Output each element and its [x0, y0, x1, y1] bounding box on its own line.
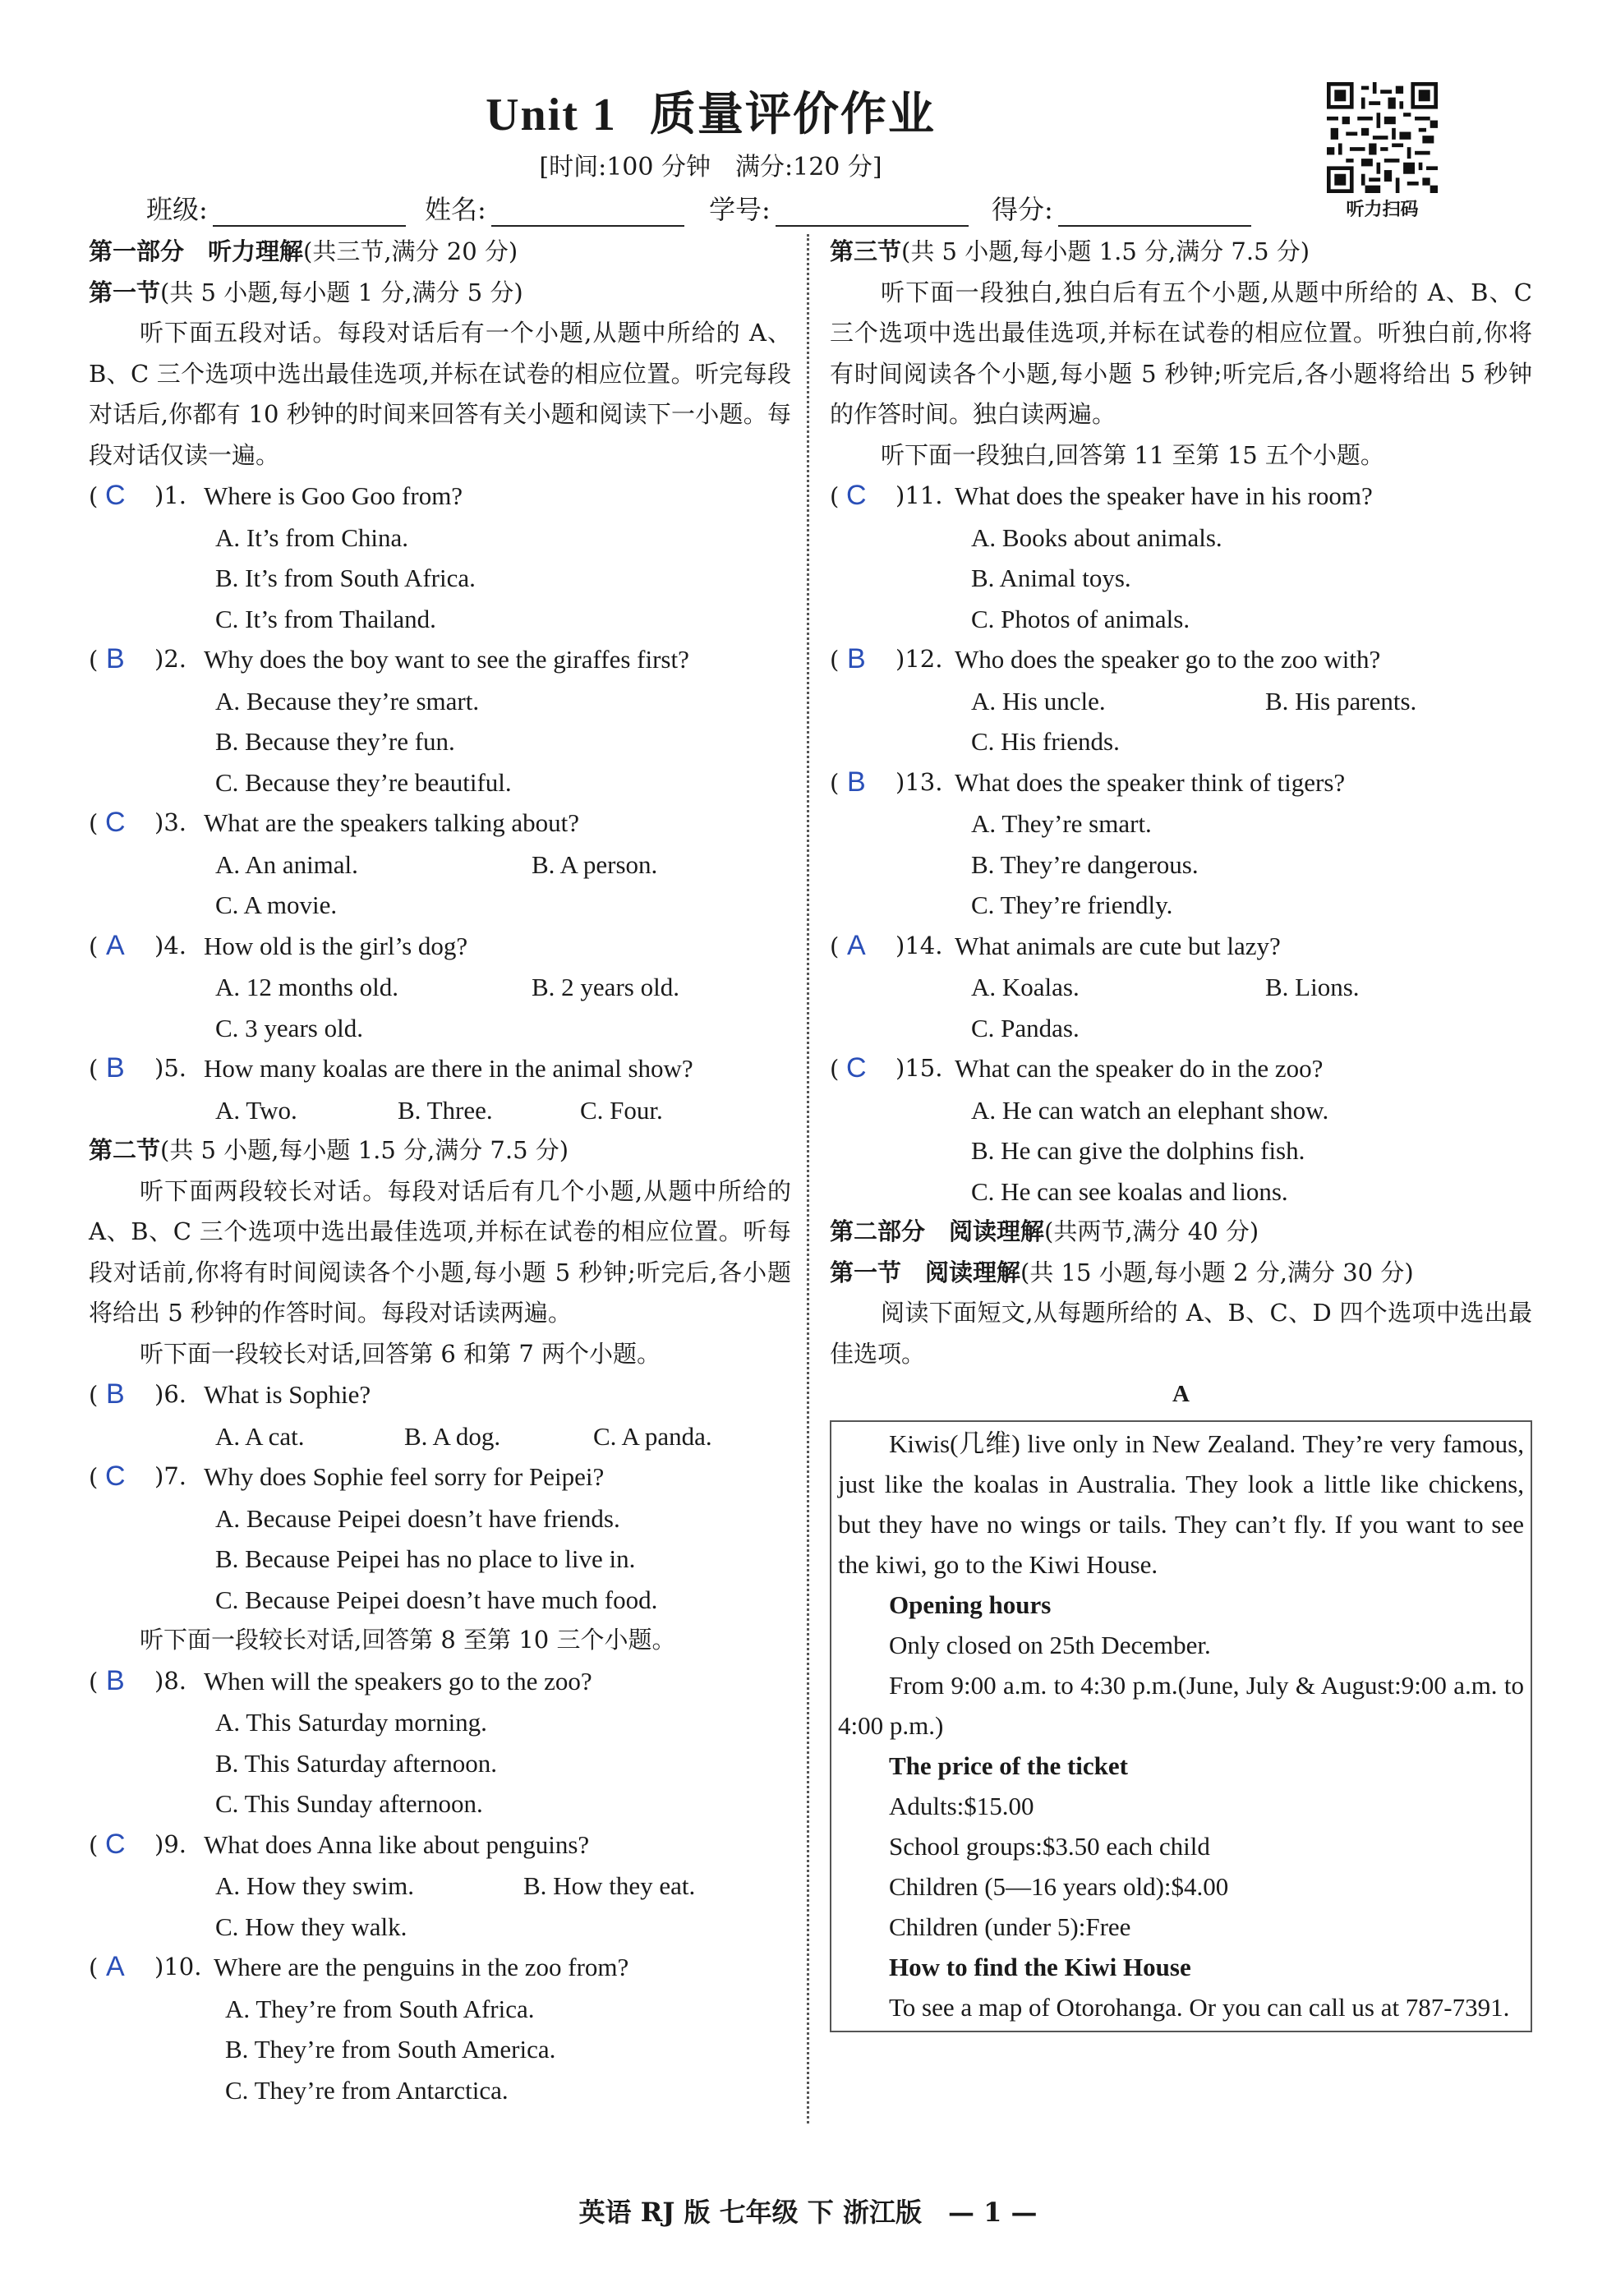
- answer-mark[interactable]: B: [105, 643, 125, 674]
- question-3: ( C )3. What are the speakers talking about? A. An animal. B. A person. C. A movie.: [89, 803, 791, 926]
- option-b[interactable]: B. It’s from South Africa.: [215, 564, 476, 592]
- option-c[interactable]: C. It’s from Thailand.: [215, 604, 436, 633]
- score-field[interactable]: [992, 189, 1251, 227]
- opening-hours-heading: Opening hours: [889, 1590, 1052, 1619]
- question-14: ( A )14. What animals are cute but lazy? A. Koalas. B. Lions. C. Pandas.: [830, 926, 1532, 1049]
- name-label: 姓名:: [425, 194, 486, 225]
- option-a[interactable]: A. It’s from China.: [215, 522, 409, 552]
- answer-mark[interactable]: C: [105, 807, 126, 838]
- option-c[interactable]: C. Pandas.: [971, 1013, 1080, 1042]
- class-field[interactable]: [146, 189, 406, 227]
- answer-mark[interactable]: B: [846, 643, 866, 674]
- part1-heading: 第一部分 听力理解(共三节,满分 20 分): [89, 237, 518, 265]
- section3-heading: 第三节(共 5 小题,每小题 1.5 分,满分 7.5 分): [830, 237, 1310, 265]
- option-b[interactable]: B. They’re from South America.: [225, 2035, 556, 2064]
- option-b[interactable]: B. He can give the dolphins fish.: [971, 1136, 1305, 1165]
- title-text: 质量评价作业: [649, 87, 936, 141]
- name-input-line[interactable]: [491, 200, 684, 227]
- option-b[interactable]: B. A person.: [532, 849, 658, 879]
- option-a[interactable]: A. They’re from South Africa.: [225, 1994, 535, 2023]
- option-a[interactable]: A. Books about animals.: [971, 522, 1222, 552]
- answer-mark[interactable]: A: [105, 1951, 125, 1982]
- question-13: ( B )13. What does the speaker think of tigers? A. They’re smart. B. They’re dangerous. C. They’re friendly.: [830, 762, 1532, 926]
- qr-caption: 听力扫码: [1346, 200, 1419, 220]
- option-a[interactable]: A. He can watch an elephant show.: [971, 1095, 1329, 1125]
- section3-instruction: 听下面一段独白,回答第 11 至第 15 五个小题。: [881, 440, 1384, 469]
- student-id-field[interactable]: [709, 189, 969, 227]
- option-c[interactable]: C. A movie.: [215, 890, 338, 919]
- question-4: ( A )4. How old is the girl’s dog? A. 12 months old. B. 2 years old. C. 3 years old.: [89, 926, 791, 1049]
- answer-mark[interactable]: C: [846, 1052, 867, 1084]
- score-input-line[interactable]: [1058, 200, 1251, 227]
- option-b[interactable]: B. This Saturday afternoon.: [215, 1748, 497, 1778]
- question-15: ( C )15. What can the speaker do in the zoo? A. He can watch an elephant show. B. He can give the dolphins fish. C. He can see koalas and lions.: [830, 1048, 1532, 1212]
- option-a[interactable]: A. Because Peipei doesn’t have friends.: [215, 1503, 620, 1533]
- option-a[interactable]: A. Because they’re smart.: [215, 686, 480, 715]
- option-c[interactable]: C. A panda.: [593, 1421, 712, 1451]
- reading-instructions: 阅读下面短文,从每题所给的 A、B、C、D 四个选项中选出最佳选项。: [830, 1299, 1532, 1368]
- option-c[interactable]: C. His friends.: [971, 727, 1120, 756]
- section1-instructions: 听下面五段对话。每段对话后有一个小题,从题中所给的 A、B、C 三个选项中选出最佳选项,并标在试卷的相应位置。听完每段对话后,你都有 10 秒钟的时间来回答有关小题和阅读下一小题。每段对话仅读一遍。: [89, 319, 791, 469]
- section1-heading: 第一节(共 5 小题,每小题 1 分,满分 5 分): [89, 278, 523, 306]
- answer-mark[interactable]: B: [105, 1378, 125, 1410]
- option-c[interactable]: C. Photos of animals.: [971, 604, 1190, 633]
- option-c[interactable]: C. Four.: [580, 1095, 663, 1125]
- option-a[interactable]: A. A cat.: [215, 1421, 305, 1451]
- answer-mark[interactable]: A: [105, 929, 125, 961]
- option-c[interactable]: C. How they walk.: [215, 1912, 407, 1941]
- option-c[interactable]: C. Because Peipei doesn’t have much food.: [215, 1585, 658, 1614]
- option-c[interactable]: C. They’re from Antarctica.: [225, 2075, 509, 2105]
- option-b[interactable]: B. Lions.: [1265, 973, 1360, 1001]
- answer-mark[interactable]: C: [846, 480, 867, 511]
- question-9: ( C )9. What does Anna like about penguins? A. How they swim. B. How they eat. C. How they walk.: [89, 1824, 791, 1948]
- option-b[interactable]: B. How they eat.: [523, 1871, 696, 1900]
- passage-a-box: [830, 1420, 1532, 2032]
- option-b[interactable]: B. Because Peipei has no place to live in.: [215, 1544, 636, 1573]
- student-id-label: 学号:: [709, 194, 771, 225]
- option-b[interactable]: B. Because they’re fun.: [215, 727, 455, 756]
- option-a[interactable]: A. How they swim.: [215, 1871, 414, 1900]
- opening-times: From 9:00 a.m. to 4:30 p.m.(June, July & August:9:00 a.m. to 4:00 p.m.): [838, 1670, 1524, 1740]
- price-adults: Adults:$15.00: [889, 1791, 1034, 1820]
- answer-mark[interactable]: C: [105, 1828, 126, 1860]
- question-12: ( B )12. Who does the speaker go to the zoo with? A. His uncle. B. His parents. C. His friends.: [830, 639, 1532, 762]
- option-b[interactable]: B. Animal toys.: [971, 564, 1131, 592]
- directions-text: To see a map of Otorohanga. Or you can call us at 787-7391.: [889, 1992, 1510, 2022]
- question-2: ( B )2. Why does the boy want to see the giraffes first? A. Because they’re smart. B. Because they’re fun. C. Because they’re beautiful.: [89, 639, 791, 803]
- option-a[interactable]: A. They’re smart.: [971, 809, 1152, 838]
- option-c[interactable]: C. He can see koalas and lions.: [971, 1176, 1288, 1206]
- option-b[interactable]: B. Three.: [398, 1095, 493, 1125]
- time-score-info: [时间:100 分钟 满分:120 分]: [539, 153, 882, 182]
- section2-instruction-1: 听下面一段较长对话,回答第 6 和第 7 两个小题。: [140, 1339, 661, 1368]
- question-8: ( B )8. When will the speakers go to the zoo? A. This Saturday morning. B. This Saturday afternoon. C. This Sunday afternoon.: [89, 1661, 791, 1824]
- option-b[interactable]: B. 2 years old.: [532, 973, 679, 1001]
- price-children: Children (5—16 years old):$4.00: [889, 1871, 1229, 1901]
- option-a[interactable]: A. 12 months old.: [215, 973, 399, 1001]
- section2-instructions: 听下面两段较长对话。每段对话后有几个小题,从题中所给的 A、B、C 三个选项中选出最佳选项,并标在试卷的相应位置。听每段对话前,你将有时间阅读各个小题,每小题 5 秒钟;听完后,各小题将给出 5 秒钟的作答时间。每段对话读两遍。: [89, 1176, 791, 1327]
- student-id-input-line[interactable]: [776, 200, 969, 227]
- answer-mark[interactable]: A: [846, 929, 866, 961]
- closed-date: Only closed on 25th December.: [889, 1630, 1211, 1659]
- option-c[interactable]: C. This Sunday afternoon.: [215, 1789, 483, 1818]
- section2-instruction-2: 听下面一段较长对话,回答第 8 至第 10 三个小题。: [140, 1626, 676, 1654]
- right-column: [830, 232, 1532, 2032]
- price-under-5: Children (under 5):Free: [889, 1912, 1131, 1941]
- part2-heading: 第二部分 阅读理解(共两节,满分 40 分): [830, 1217, 1259, 1245]
- passage-intro: Kiwis(几维) live only in New Zealand. They’re very famous, just like the koalas in Australia. They look a little like chickens, but they have no wings or tails. They can’t fly. If you want to see the kiwi, go to the Kiwi House.: [838, 1429, 1524, 1579]
- class-input-line[interactable]: [213, 200, 406, 227]
- question-5: ( B )5. How many koalas are there in the animal show? A. Two. B. Three. C. Four.: [89, 1048, 791, 1130]
- answer-mark[interactable]: B: [105, 1664, 125, 1696]
- directions-heading: How to find the Kiwi House: [889, 1952, 1191, 1981]
- name-field[interactable]: [425, 189, 684, 227]
- ticket-price-heading: The price of the ticket: [889, 1751, 1128, 1780]
- option-c[interactable]: C. 3 years old.: [215, 1013, 363, 1042]
- section3-instructions: 听下面一段独白,独白后有五个小题,从题中所给的 A、B、C 三个选项中选出最佳选项,并标在试卷的相应位置。听独白前,你将有时间阅读各个小题,每小题 5 秒钟;听完后,各小题将给出 5 秒钟的作答时间。独白读两遍。: [830, 278, 1532, 428]
- question-11: ( C )11. What does the speaker have in his room? A. Books about animals. B. Animal toys. C. Photos of animals.: [830, 476, 1532, 639]
- class-label: 班级:: [146, 194, 208, 225]
- option-b[interactable]: B. A dog.: [404, 1421, 501, 1451]
- option-c[interactable]: C. They’re friendly.: [971, 890, 1173, 919]
- option-a[interactable]: A. An animal.: [215, 849, 358, 879]
- option-b[interactable]: B. His parents.: [1265, 686, 1417, 715]
- passage-label: A: [1172, 1381, 1190, 1407]
- option-a[interactable]: A. His uncle.: [971, 686, 1106, 715]
- option-a[interactable]: A. Koalas.: [971, 973, 1080, 1001]
- option-c[interactable]: C. Because they’re beautiful.: [215, 767, 512, 797]
- question-10: ( A )10. Where are the penguins in the zoo from? A. They’re from South Africa. B. They’re from South America. C. They’re from Antarctica.: [89, 1947, 791, 2110]
- answer-mark[interactable]: B: [105, 1052, 125, 1084]
- question-1: ( C )1. Where is Goo Goo from? A. It’s from China. B. It’s from South Africa. C. It’s from Thailand.: [89, 476, 791, 639]
- option-a[interactable]: A. Two.: [215, 1095, 297, 1125]
- price-school-groups: School groups:$3.50 each child: [889, 1831, 1210, 1861]
- answer-mark[interactable]: C: [105, 480, 126, 511]
- section2-heading: 第二节(共 5 小题,每小题 1.5 分,满分 7.5 分): [89, 1136, 569, 1164]
- left-column: [89, 232, 791, 2110]
- score-label: 得分:: [992, 194, 1053, 225]
- option-b[interactable]: B. They’re dangerous.: [971, 849, 1199, 879]
- qr-code-icon[interactable]: [1327, 82, 1438, 193]
- reading-section1-heading: 第一节 阅读理解(共 15 小题,每小题 2 分,满分 30 分): [830, 1258, 1414, 1286]
- option-a[interactable]: A. This Saturday morning.: [215, 1708, 487, 1737]
- answer-mark[interactable]: C: [105, 1461, 126, 1492]
- column-divider: [807, 234, 809, 2123]
- answer-mark[interactable]: B: [846, 766, 866, 798]
- unit-label: Unit 1: [486, 90, 617, 140]
- page-title: [0, 78, 1421, 144]
- question-6: ( B )6. What is Sophie? A. A cat. B. A dog. C. A panda.: [89, 1374, 791, 1456]
- question-7: ( C )7. Why does Sophie feel sorry for Peipei? A. Because Peipei doesn’t have friends. B. Because Peipei has no place to live in. C. Because Peipei doesn’t have much food.: [89, 1456, 791, 1620]
- page-footer: 英语 RJ 版 七年级 下 浙江版 — 1 —: [578, 2197, 1038, 2228]
